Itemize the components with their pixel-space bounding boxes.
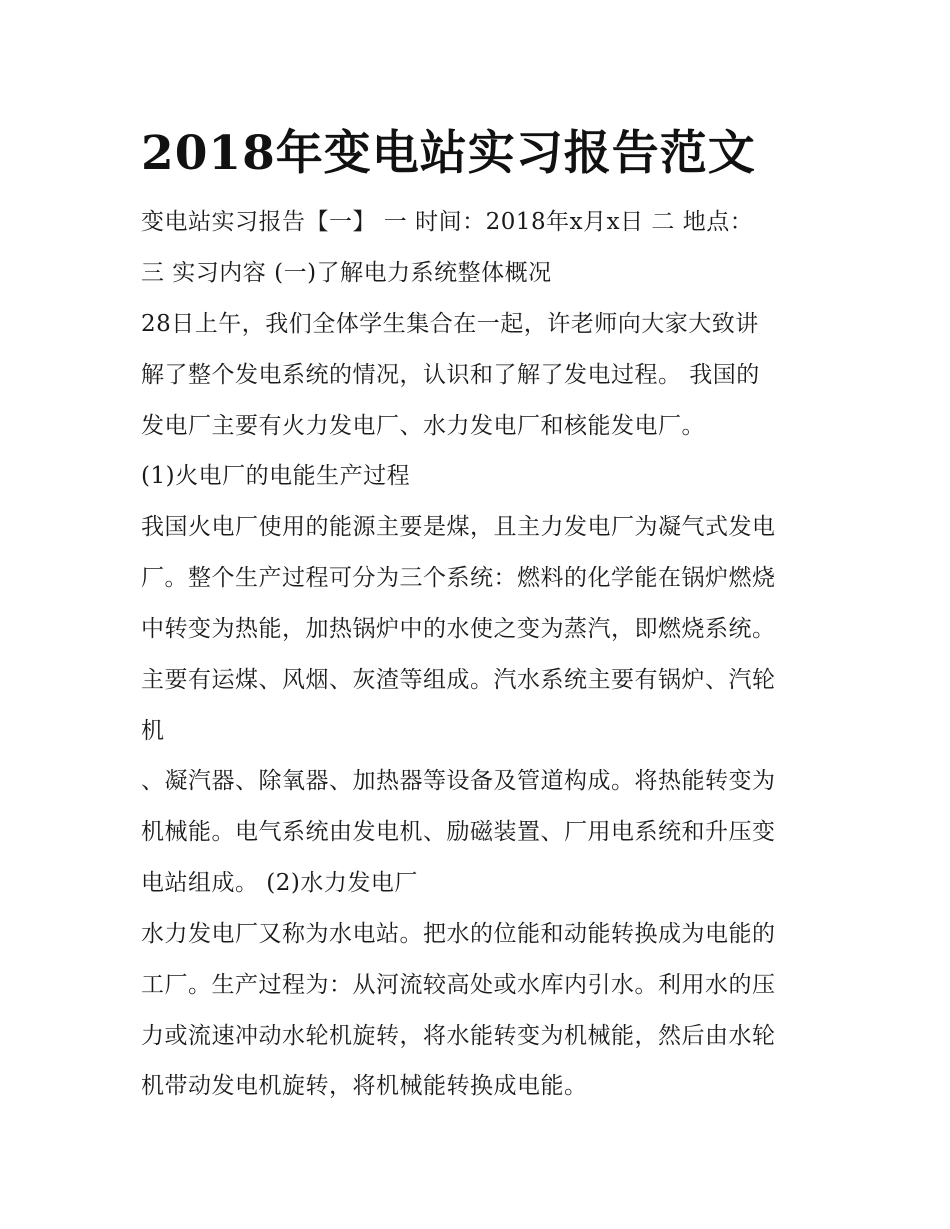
document-title: 2018年变电站实习报告范文 xyxy=(141,126,756,181)
paragraph-line: 力或流速冲动水轮机旋转，将水能转变为机械能，然后由水轮 xyxy=(141,1023,776,1049)
paragraph-line: 水力发电厂又称为水电站。把水的位能和动能转换成为电能的 xyxy=(141,921,776,947)
paragraph-line: 三 实习内容 (一)了解电力系统整体概况 xyxy=(141,260,552,286)
paragraph-line: 28日上午，我们全体学生集合在一起，许老师向大家大致讲 xyxy=(141,311,759,337)
paragraph-line: 发电厂主要有火力发电厂、水力发电厂和核能发电厂。 xyxy=(141,413,705,439)
paragraph-line: 变电站实习报告【一】 一 时间：2018年x月x日 二 地点： xyxy=(141,209,754,235)
paragraph-line: 主要有运煤、风烟、灰渣等组成。汽水系统主要有锅炉、汽轮 xyxy=(141,667,776,693)
paragraph-line: 工厂。生产过程为：从河流较高处或水库内引水。利用水的压 xyxy=(141,972,776,998)
paragraph-line: 、凝汽器、除氧器、加热器等设备及管道构成。将热能转变为 xyxy=(141,768,776,794)
paragraph-line: 我国火电厂使用的能源主要是煤，且主力发电厂为凝气式发电 xyxy=(141,514,776,540)
paragraph-line: 厂。整个生产过程可分为三个系统：燃料的化学能在锅炉燃烧 xyxy=(141,565,776,591)
paragraph-line: 中转变为热能，加热锅炉中的水使之变为蒸汽，即燃烧系统。 xyxy=(141,616,776,642)
paragraph-line: 机带动发电机旋转，将机械能转换成电能。 xyxy=(141,1073,588,1099)
paragraph-line: 解了整个发电系统的情况，认识和了解了发电过程。 我国的 xyxy=(141,362,760,388)
paragraph-line: 电站组成。 (2)水力发电厂 xyxy=(141,870,418,896)
paragraph-line: 机械能。电气系统由发电机、励磁装置、厂用电系统和升压变 xyxy=(141,819,776,845)
paragraph-line: (1)火电厂的电能生产过程 xyxy=(141,463,411,489)
paragraph-line: 机 xyxy=(141,718,165,744)
